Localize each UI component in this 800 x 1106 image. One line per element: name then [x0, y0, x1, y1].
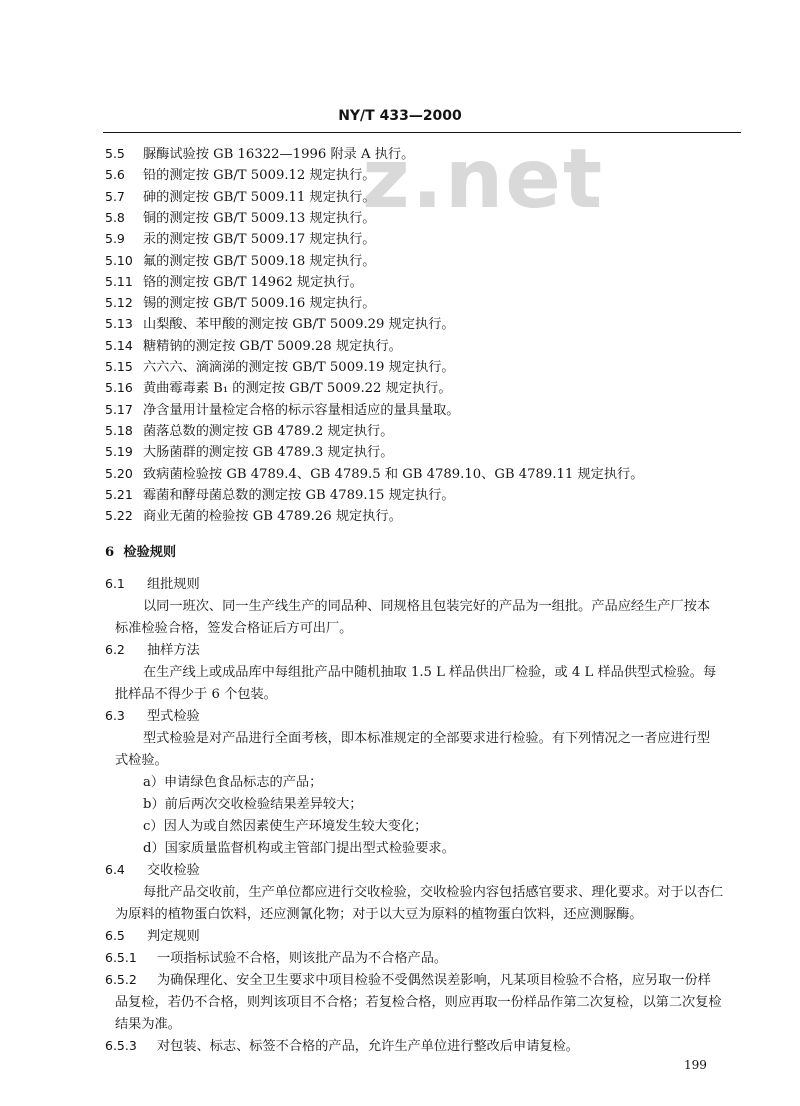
clause-text: 菌落总数的测定按 GB 4789.2 规定执行。: [143, 423, 394, 439]
clause-number: 5.10: [105, 252, 133, 268]
page-header: NY/T 433—2000: [338, 108, 462, 124]
clause-number: 5.12: [105, 295, 133, 311]
clause-text: 铅的测定按 GB/T 5009.12 规定执行。: [143, 168, 376, 184]
clause-text: 汞的测定按 GB/T 5009.17 规定执行。: [143, 232, 376, 248]
section-6-4-para-1: 每批产品交收前，生产单位都应进行交收检验，交收检验内容包括感官要求、理化要求。对于以杏仁: [143, 885, 724, 900]
section-6-5-1: 6.5.1 一项指标试验不合格，则该批产品为不合格产品。: [105, 950, 448, 966]
clause-line: [105, 188, 376, 205]
clause-number: 5.6: [105, 167, 125, 183]
clause-number: 5.5: [105, 146, 125, 161]
clause-line: [105, 273, 363, 290]
clause-line: [105, 209, 376, 226]
clause-text: 净含量用计量检定合格的标示容量相适应的量具量取。: [143, 402, 460, 418]
clause-line: [105, 233, 375, 246]
clause-text: 铬的测定按 GB/T 14962 规定执行。: [143, 274, 363, 290]
clause-number: 5.19: [105, 444, 133, 460]
clause-number: 5.21: [105, 486, 133, 502]
page-number: 199: [684, 1058, 707, 1072]
clause-number: 5.20: [105, 465, 133, 481]
section-6-3-item-b: b）前后两次交收检验结果差异较大；: [143, 797, 363, 812]
section-6-3-item-d: d）国家质量监督机构或主管部门提出型式检验要求。: [143, 841, 455, 856]
clause-text: 氟的测定按 GB/T 5009.18 规定执行。: [143, 253, 376, 269]
header-rule: [103, 132, 741, 133]
section-6-5-2-line-3: 结果为准。: [115, 1017, 181, 1032]
clause-text: 山梨酸、苯甲酸的测定按 GB/T 5009.29 规定执行。: [143, 317, 455, 333]
section-6-5-heading: 6.5 判定规则: [105, 928, 200, 944]
section-6-1-para-1: 以同一班次、同一生产线生产的同品种、同规格且包装完好的产品为一组批。产品应经生产厂按本: [143, 599, 711, 614]
clause-text: 铜的测定按 GB/T 5009.13 规定执行。: [143, 210, 376, 226]
clause-line: [105, 169, 375, 182]
clause-number: 5.15: [105, 359, 133, 374]
clause-text: 锡的测定按 GB/T 5009.16 规定执行。: [143, 296, 376, 312]
section-6-5-3: 6.5.3 对包装、标志、标签不合格的产品，允许生产单位进行整改后申请复检。: [105, 1038, 579, 1054]
clause-number: 5.14: [105, 337, 133, 353]
clause-line: [105, 465, 644, 482]
clause-text: 糖精钠的测定按 GB/T 5009.28 规定执行。: [143, 338, 402, 354]
clause-number: 5.22: [105, 508, 133, 524]
clause-number: 5.8: [105, 209, 125, 225]
clause-number: 5.7: [105, 188, 125, 204]
section-6-4-para-2: 为原料的植物蛋白饮料，还应测氰化物；对于以大豆为原料的植物蛋白饮料，还应测脲酶。: [115, 907, 643, 922]
clause-text: 脲酶试验按 GB 16322—1996 附录 A 执行。: [143, 147, 415, 162]
section-6-5-2-line-2: 品复检，若仍不合格，则判该项目不合格；若复检合格，则应再取一份样品作第二次复检，以第二次复检: [115, 995, 722, 1010]
clause-line: [105, 361, 455, 374]
clause-text: 致病菌检验按 GB 4789.4、GB 4789.5 和 GB 4789.10、GB 4789.11 规定执行。: [143, 466, 644, 482]
section-6-3-para-1: 型式检验是对产品进行全面考核，即本标准规定的全部要求进行检验。有下列情况之一者应进行型: [143, 731, 711, 746]
clause-number: 5.18: [105, 422, 133, 438]
clause-number: 5.17: [105, 401, 133, 417]
section-6-heading: 6 检验规则: [105, 545, 177, 560]
section-6-1-para-2: 标准检验合格，签发合格证后方可出厂。: [115, 621, 353, 636]
clause-line: [105, 446, 393, 459]
clause-line: [105, 486, 455, 503]
clause-number: 5.9: [105, 231, 125, 247]
section-6-2-para-1: 在生产线上或成品库中每组批产品中随机抽取 1.5 L 样品供出厂检验，或 4 L 样品供型式检验。每: [143, 665, 717, 680]
clause-line: [105, 252, 376, 269]
clause-line: [105, 422, 394, 439]
clause-line: [105, 401, 460, 418]
clause-line: [105, 148, 414, 161]
section-6-4-heading: 6.4 交收检验: [105, 862, 200, 878]
watermark: z.net: [362, 132, 605, 227]
clause-text: 砷的测定按 GB/T 5009.11 规定执行。: [143, 189, 376, 205]
section-6-2-para-2: 批样品不得少于 6 个包装。: [115, 687, 277, 702]
clause-line: [105, 382, 452, 395]
section-6-3-heading: 6.3 型式检验: [105, 708, 200, 724]
clause-line: [105, 297, 375, 310]
clause-number: 5.11: [105, 273, 133, 289]
section-6-2-heading: 6.2 抽样方法: [105, 642, 200, 658]
clause-text: 六六六、滴滴涕的测定按 GB/T 5009.19 规定执行。: [143, 360, 455, 375]
clause-line: [105, 337, 402, 354]
clause-line: [105, 318, 455, 331]
clause-line: [105, 510, 402, 523]
clause-text: 霉菌和酵母菌总数的测定按 GB 4789.15 规定执行。: [143, 487, 455, 503]
clause-text: 大肠菌群的测定按 GB 4789.3 规定执行。: [143, 445, 394, 461]
section-6-5-2-line-1: 6.5.2 为确保理化、安全卫生要求中项目检验不受偶然误差影响，凡某项目检验不合格，应另取一份样: [105, 972, 711, 988]
section-6-1-heading: 6.1 组批规则: [105, 576, 200, 592]
section-6-3-item-a: a）申请绿色食品标志的产品；: [143, 775, 323, 790]
clause-text: 商业无菌的检验按 GB 4789.26 规定执行。: [143, 509, 402, 525]
section-6-3-item-c: c）因人为或自然因素使生产环境发生较大变化；: [143, 819, 428, 834]
clause-number: 5.16: [105, 380, 133, 396]
clause-text: 黄曲霉毒素 B₁ 的测定按 GB/T 5009.22 规定执行。: [143, 381, 452, 397]
section-6-3-para-2: 式检验。: [115, 753, 168, 768]
clause-number: 5.13: [105, 316, 133, 332]
